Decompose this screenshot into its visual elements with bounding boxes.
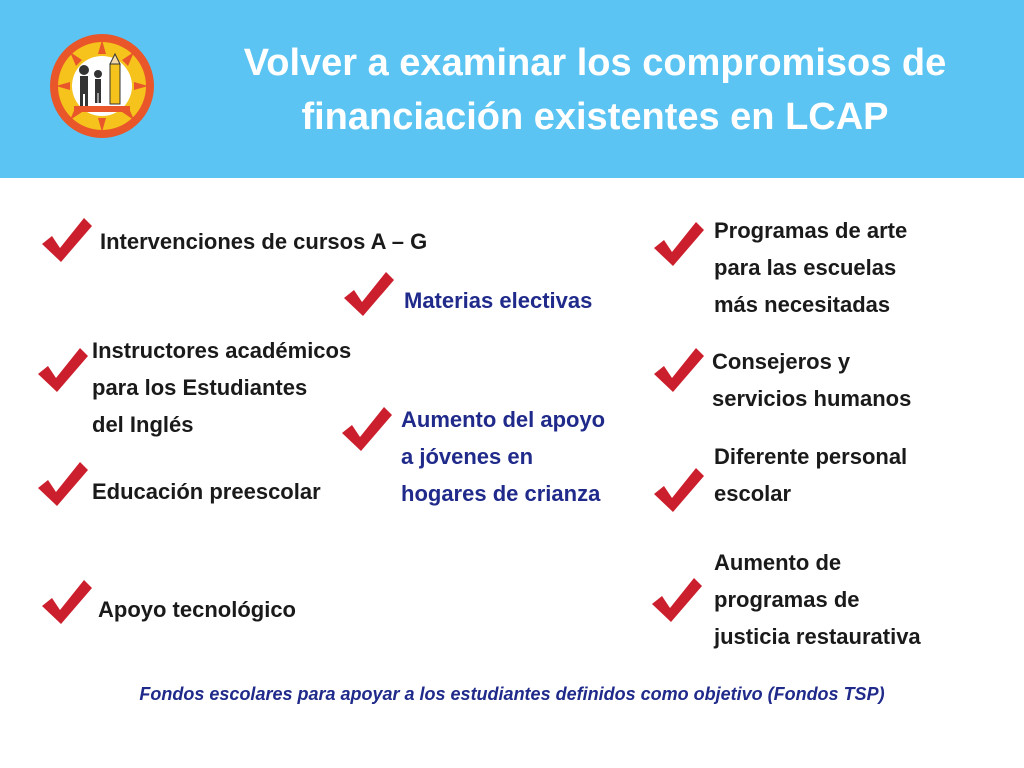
page-title [170, 36, 1020, 144]
footer-note: Fondos escolares para apoyar a los estudiantes definidos como objetivo (Fondos TSP) [139, 684, 885, 704]
checkmark-icon [34, 460, 90, 508]
header-banner [0, 0, 1024, 178]
checkmark-icon [340, 270, 396, 318]
checkmark-icon [38, 578, 94, 626]
list-item: Materias electivas [404, 288, 593, 313]
checkmark-icon [650, 346, 706, 394]
list-item: Diferente personal escolar [714, 444, 908, 506]
checkmark-icon [338, 405, 394, 453]
list-item: Aumento del apoyo a jóvenes en hogares de crianza [401, 407, 606, 506]
list-item: Programas de arte para las escuelas más necesitadas [714, 218, 908, 317]
checkmark-icon [38, 216, 94, 264]
checkmark-icon [650, 466, 706, 514]
checkmark-icon [648, 576, 704, 624]
list-item: Intervenciones de cursos A – G [100, 229, 428, 254]
checkmark-icon [650, 220, 706, 268]
page-title-line: Volver a examinar los compromisos de [243, 42, 947, 84]
school-district-logo-icon [48, 30, 156, 142]
list-item: Educación preescolar [92, 479, 321, 504]
checkmark-icon [34, 346, 90, 394]
list-item: Consejeros y servicios humanos [712, 349, 912, 411]
list-item: Aumento de programas de justicia restaurativa [714, 550, 921, 649]
list-item: Instructores académicos para los Estudiantes del Inglés [92, 338, 352, 437]
page-title-line: financiación existentes en LCAP [301, 96, 889, 138]
list-item: Apoyo tecnológico [98, 597, 296, 622]
